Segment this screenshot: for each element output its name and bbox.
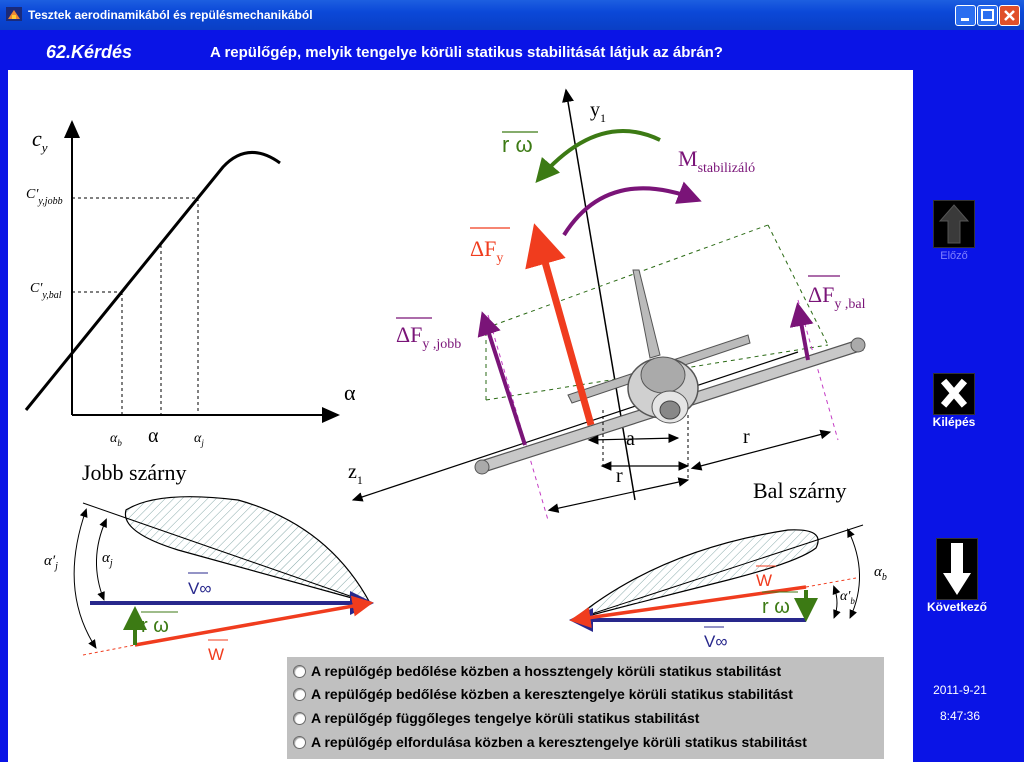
jobb-szarny-label: Jobb szárny: [82, 460, 187, 485]
alpha-axis-label: α: [344, 380, 356, 405]
prev-button[interactable]: [904, 200, 1004, 262]
w-arrow-right: [135, 603, 370, 645]
date-display: 2011-9-21: [933, 683, 987, 697]
r-omega-label-left: r ω: [762, 596, 790, 618]
dim-a-label: a: [626, 428, 635, 450]
title-bar: [0, 0, 1024, 30]
dfy-label: $\Delta F_y$: [470, 236, 504, 266]
z1-label: $z_1$: [348, 461, 363, 487]
answer-option-2[interactable]: [293, 684, 793, 704]
answer-text: A repülőgép elfordulása közben a keresztengelye körüli statikus stabilitást: [311, 734, 807, 750]
up-arrow-icon: [933, 200, 975, 248]
radio-button[interactable]: [293, 736, 306, 749]
radio-button[interactable]: [293, 688, 306, 701]
exit-button[interactable]: [904, 373, 1004, 429]
y1-label: $y_1$: [590, 99, 606, 125]
exit-label: Kilépés: [932, 415, 976, 429]
v-inf-label-left: V∞: [704, 632, 728, 651]
question-number: 62.Kérdés: [46, 42, 133, 62]
close-x-icon: [933, 373, 975, 415]
answer-text: A repülőgép bedőlése közben a hossztengely körüli statikus stabilitást: [311, 663, 782, 679]
app-icon: [6, 7, 22, 21]
answer-option-1[interactable]: [293, 661, 781, 681]
r-omega-label-right: r ω: [141, 615, 169, 637]
lift-curve: [26, 152, 280, 410]
cy-jobb-label: $C'_{y,jobb}$: [26, 187, 63, 207]
answer-options: [287, 657, 884, 759]
v-inf-label-right: V∞: [188, 579, 212, 598]
delta-fy-bal-arrow: [798, 306, 808, 360]
down-arrow-icon: [936, 538, 978, 600]
delta-fy-arrow: [536, 230, 591, 425]
r-omega-label: r ω: [502, 132, 533, 157]
next-button[interactable]: [907, 538, 1007, 614]
maximize-button[interactable]: [977, 5, 998, 26]
aircraft-front-view: [475, 270, 865, 474]
minimize-icon: [956, 6, 975, 25]
alpha-b-label-left: $\alpha_b$: [874, 564, 887, 583]
question-text: A repülőgép, melyik tengelye körüli statikus stabilitását látjuk az ábrán?: [210, 44, 723, 61]
right-wing-airfoil: [44, 497, 370, 664]
cy-bal-label: $C'_{y,bal}$: [30, 281, 62, 301]
answer-text: A repülőgép bedőlése közben a keresztengelye körüli statikus stabilitást: [311, 686, 793, 702]
dim-r2-label: r: [743, 426, 750, 448]
dfy-jobb-label: $\Delta F_{y ,jobb}$: [396, 322, 462, 352]
radio-button[interactable]: [293, 665, 306, 678]
answer-option-3[interactable]: [293, 708, 699, 728]
m-stab-label: $M_{stabilizáló}$: [678, 146, 756, 176]
prev-label: Előző: [940, 250, 968, 262]
lift-curve-chart: [26, 122, 356, 448]
window-title: Tesztek aerodinamikából és repülésmechanikából: [28, 8, 313, 22]
minimize-button[interactable]: [955, 5, 976, 26]
alpha-b-prime-label: $\alpha'_b$: [840, 589, 855, 606]
cy-axis-label: $c_y$: [32, 126, 48, 155]
answer-text: A repülőgép függőleges tengelye körüli statikus stabilitást: [311, 710, 700, 726]
bal-szarny-label: Bal szárny: [753, 478, 847, 503]
maximize-icon: [978, 6, 997, 25]
radio-button[interactable]: [293, 712, 306, 725]
alpha-j-label: $\alpha_j$: [194, 431, 204, 448]
close-button[interactable]: [999, 5, 1020, 26]
alpha-label: α: [148, 425, 159, 447]
dim-r1-label: r: [616, 465, 623, 487]
alpha-j-label-right: $\alpha_j$: [102, 550, 113, 569]
delta-fy-jobb-arrow: [483, 315, 525, 445]
w-label-left: W: [756, 571, 773, 590]
dfy-bal-label: $\Delta F_{y ,bal}$: [808, 282, 866, 312]
alpha-b-label: $\alpha_b$: [110, 431, 122, 448]
next-label: Következő: [926, 600, 988, 614]
alpha-j-prime-label: $\alpha'_j$: [44, 553, 58, 572]
time-display: 8:47:36: [939, 709, 981, 723]
r-omega-rotation-arrow: [538, 131, 660, 180]
left-wing-airfoil: [573, 525, 887, 651]
close-icon: [1000, 6, 1019, 25]
answer-option-4[interactable]: [293, 732, 807, 752]
w-label-right: W: [208, 645, 225, 664]
